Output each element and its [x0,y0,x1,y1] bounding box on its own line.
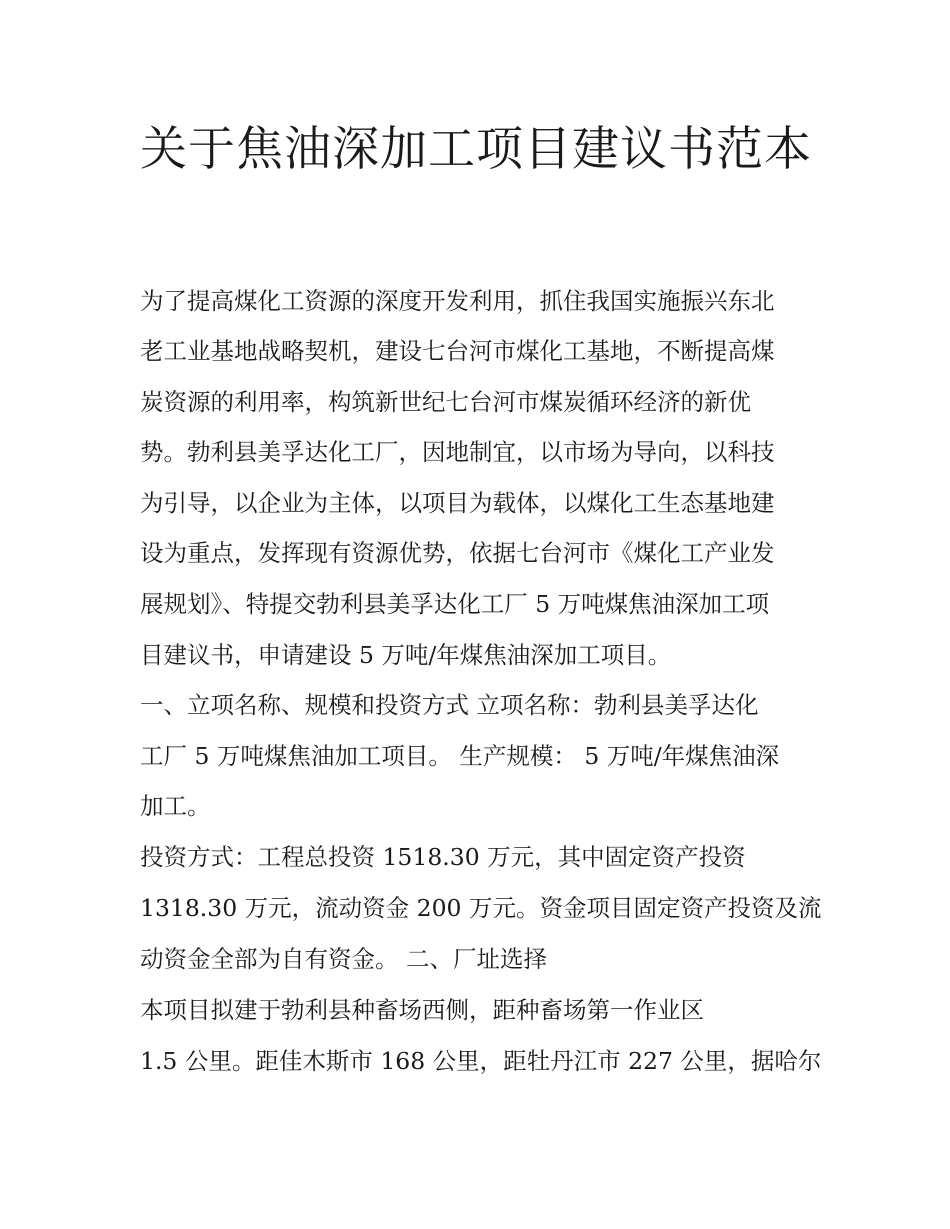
body-text-line: 工厂 5 万吨煤焦油加工项目。 生产规模： 5 万吨/年煤焦油深 [140,742,780,770]
body-text-line: 本项目拟建于勃利县种畜场西侧，距种畜场第一作业区 [140,996,704,1024]
body-text-line: 展规划》、特提交勃利县美孚达化工厂 5 万吨煤焦油深加工项 [140,590,770,618]
body-text-line: 目建议书，申请建设 5 万吨/年煤焦油深加工项目。 [140,641,672,669]
body-text-line: 炭资源的利用率，构筑新世纪七台河市煤炭循环经济的新优 [140,388,751,416]
body-text-line: 为引导，以企业为主体，以项目为载体，以煤化工生态基地建 [140,489,775,517]
body-text-line: 加工。 [140,792,211,820]
document-title: 关于焦油深加工项目建议书范本 [140,122,812,177]
body-text-line: 老工业基地战略契机，建设七台河市煤化工基地，不断提高煤 [140,337,775,365]
body-text-line: 1318.30 万元，流动资金 200 万元。资金项目固定资产投资及流 [140,894,822,922]
body-text-line: 为了提高煤化工资源的深度开发利用，抓住我国实施振兴东北 [140,287,775,315]
body-text-line: 动资金全部为自有资金。 二、厂址选择 [140,945,547,973]
body-text-line: 势。勃利县美孚达化工厂，因地制宜，以市场为导向，以科技 [140,438,775,466]
body-text-line: 设为重点，发挥现有资源优势，依据七台河市《煤化工产业发 [140,539,775,567]
body-text-line: 一、立项名称、规模和投资方式 立项名称：勃利县美孚达化 [140,691,759,719]
body-text-line: 1.5 公里。距佳木斯市 168 公里，距牡丹江市 227 公里，据哈尔 [140,1047,822,1075]
body-text-line: 投资方式：工程总投资 1518.30 万元，其中固定资产投资 [140,843,746,871]
